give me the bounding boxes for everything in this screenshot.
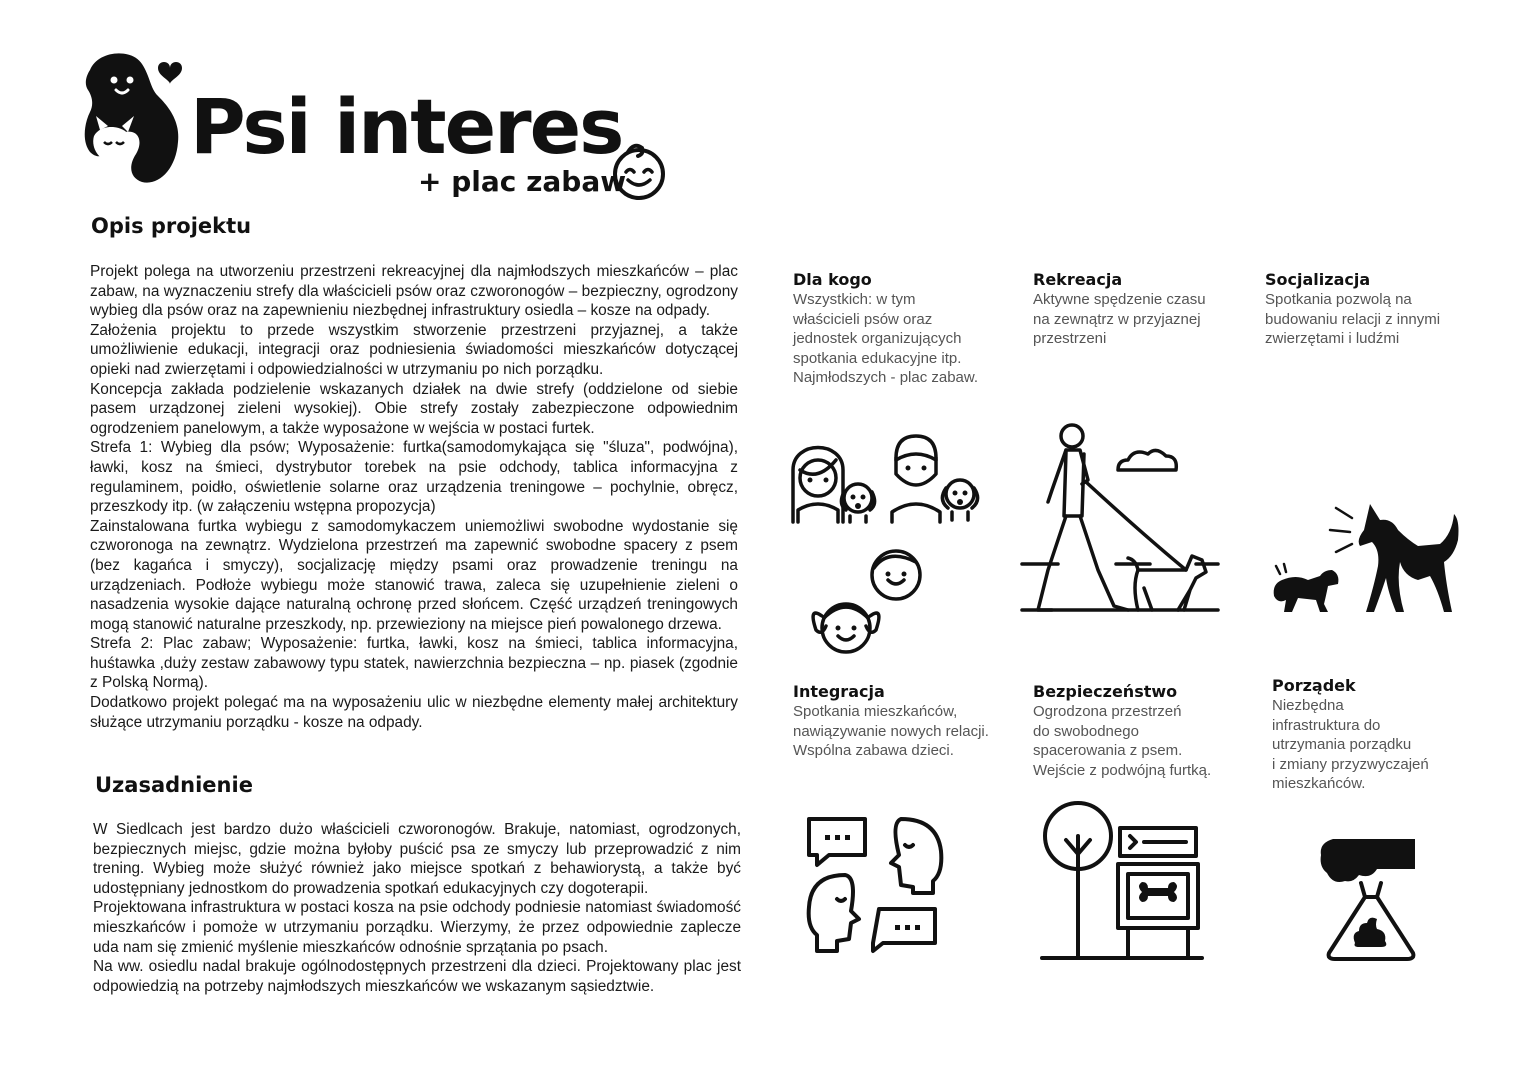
page-title: Psi interes bbox=[190, 82, 623, 171]
justification-body bbox=[93, 820, 741, 996]
justification-heading: Uzasadnienie bbox=[95, 773, 253, 797]
description-paragraph: Zainstalowana furtka wybiegu z samodomykaczem uniemożliwi swobodne wydostanie się czworonoga na zewnątrz. Wydzielona przestrzeń ma zapewnić swobodne spacery z psem (bez kagańca i smyczy), socjalizację między psami oraz prowadzenie treningu na urządzeniach. Podłoże wybiegu może stanowić trawa, zaleca się uzupełnienie zieleni o nasadzenia wysokie dające naturalną ochronę przed słońcem. Część urządzeń treningowych mogą stanowić naturalne przeszkody, np. przewieziony na miejsce pień powalonego drzewa. bbox=[90, 517, 738, 633]
feature-description: Wszystkich: w tym właścicieli psów oraz jednostek organizujących spotkania edukacyjne itp. Najmłodszych - plac zabaw. bbox=[793, 291, 979, 387]
dog-park-sign-icon bbox=[1040, 800, 1205, 965]
feature-description: Aktywne spędzenie czasu na zewnątrz w przyjaznej przestrzeni bbox=[1033, 291, 1206, 348]
feature-description: Niezbędna infrastruktura do utrzymania porządku i zmiany przyzwyczajeń mieszkańców. bbox=[1272, 697, 1429, 793]
walking-dog-icon bbox=[1018, 420, 1223, 620]
justification-paragraph: Na ww. osiedlu nadal brakuje ogólnodostępnych przestrzeni dla dzieci. Projektowany plac jest odpowiedzią na potrzeby najmłodszych mieszkańców we wskazanym sąsiedztwie. bbox=[93, 958, 741, 995]
feature-title: Dla kogo bbox=[793, 270, 872, 289]
conversation-icon bbox=[805, 815, 945, 955]
dog-waste-bag-icon bbox=[1315, 835, 1425, 965]
feature-porzadek bbox=[1272, 676, 1487, 794]
logo-icon bbox=[80, 50, 190, 190]
feature-description: Spotkania mieszkańców, nawiązywanie nowych relacji. Wspólna zabawa dzieci. bbox=[793, 703, 989, 760]
description-paragraph: Dodatkowo projekt polegać ma na wyposażeniu ulic w niezbędne elementy małej architektury służące utrzymaniu porządku - kosze na odpady. bbox=[90, 694, 738, 731]
feature-socjalizacja bbox=[1265, 270, 1480, 349]
baby-face-icon bbox=[608, 140, 670, 200]
feature-dla-kogo bbox=[793, 270, 1008, 388]
feature-title: Socjalizacja bbox=[1265, 270, 1371, 289]
feature-description: Spotkania pozwolą na budowaniu relacji z innymi zwierzętami i ludźmi bbox=[1265, 291, 1441, 348]
feature-integracja bbox=[793, 682, 1008, 761]
description-paragraph: Strefa 2: Plac zabaw; Wyposażenie: furtka, ławki, kosz na śmieci, tablica informacyjna, huśtawka ,duży zestaw zabawowy typu statek, nawierzchnia bezpieczna – np. piasek (zgodnie z Polską Normą). bbox=[90, 635, 738, 692]
feature-bezpieczenstwo bbox=[1033, 682, 1248, 780]
description-paragraph: Koncepcja zakłada podzielenie wskazanych działek na dwie strefy (oddzielone od siebie pasem urządzonej zieleni wysokiej). Obie strefy zostały zabezpieczone odpowiednim ogrodzeniem panelowym, a także wyposażone w wejścia w postaci furtek. bbox=[90, 380, 738, 437]
people-with-dogs-icon bbox=[788, 430, 983, 660]
feature-title: Integracja bbox=[793, 682, 885, 701]
justification-paragraph: W Siedlcach jest bardzo dużo właścicieli czworonogów. Brakuje, natomiast, ogrodzonych, bezpiecznych miejsc, gdzie można byłoby puścić psa ze smyczy lub przeprowadzić z nim trening. Wybieg może służyć również jako miejsce spotkań z behawiorystą, a także być udostępniany jednostkom do prowadzenia spotkań edukacyjnych czy dogoterapii. bbox=[93, 821, 741, 897]
justification-paragraph: Projektowana infrastruktura w postaci kosza na psie odchody podniesie natomiast świadomość mieszkańców i pomoże w utrzymaniu porządku. Wierzymy, że przez odpowiednie zaplecze uda nam się zmienić myślenie mieszkańców odnośnie sprzątania po psach. bbox=[93, 899, 741, 956]
description-body bbox=[90, 262, 738, 732]
description-heading: Opis projektu bbox=[91, 214, 252, 238]
page-subtitle: + plac zabaw bbox=[418, 165, 627, 198]
description-paragraph: Strefa 1: Wybieg dla psów; Wyposażenie: furtka(samodomykająca się "śluza", podwójna), ławki, kosz na śmieci, dystrybutor torebek na psie odchody, tablica informacyjna z regulaminem, poidło, oświetlenie solarne oraz urządzenia treningowe – pochylnie, obręcz, przeszkody itp. (w załączeniu wstępna propozycja) bbox=[90, 439, 738, 516]
feature-title: Porządek bbox=[1272, 676, 1356, 695]
feature-title: Rekreacja bbox=[1033, 270, 1123, 289]
feature-title: Bezpieczeństwo bbox=[1033, 682, 1178, 701]
feature-description: Ogrodzona przestrzeń do swobodnego spacerowania z psem. Wejście z podwójną furtką. bbox=[1033, 703, 1212, 779]
description-paragraph: Projekt polega na utworzeniu przestrzeni rekreacyjnej dla najmłodszych mieszkańców – plac zabaw, na wyznaczeniu strefy dla właścicieli psów oraz czworonogów – bezpieczny, ogrodzony wybieg dla psów oraz na zapewnieniu niezbędnej infrastruktury osiedla – kosze na odpady. bbox=[90, 263, 738, 320]
dogs-meeting-icon bbox=[1268, 500, 1463, 620]
description-paragraph: Założenia projektu to przede wszystkim stworzenie przestrzeni przyjaznej, a także umożliwienie edukacji, integracji oraz podniesienia świadomości mieszkańców dotyczącej opieki nad zwierzętami i odpowiedzialności w utrzymaniu po nich porządku. bbox=[90, 321, 738, 378]
feature-rekreacja bbox=[1033, 270, 1248, 349]
